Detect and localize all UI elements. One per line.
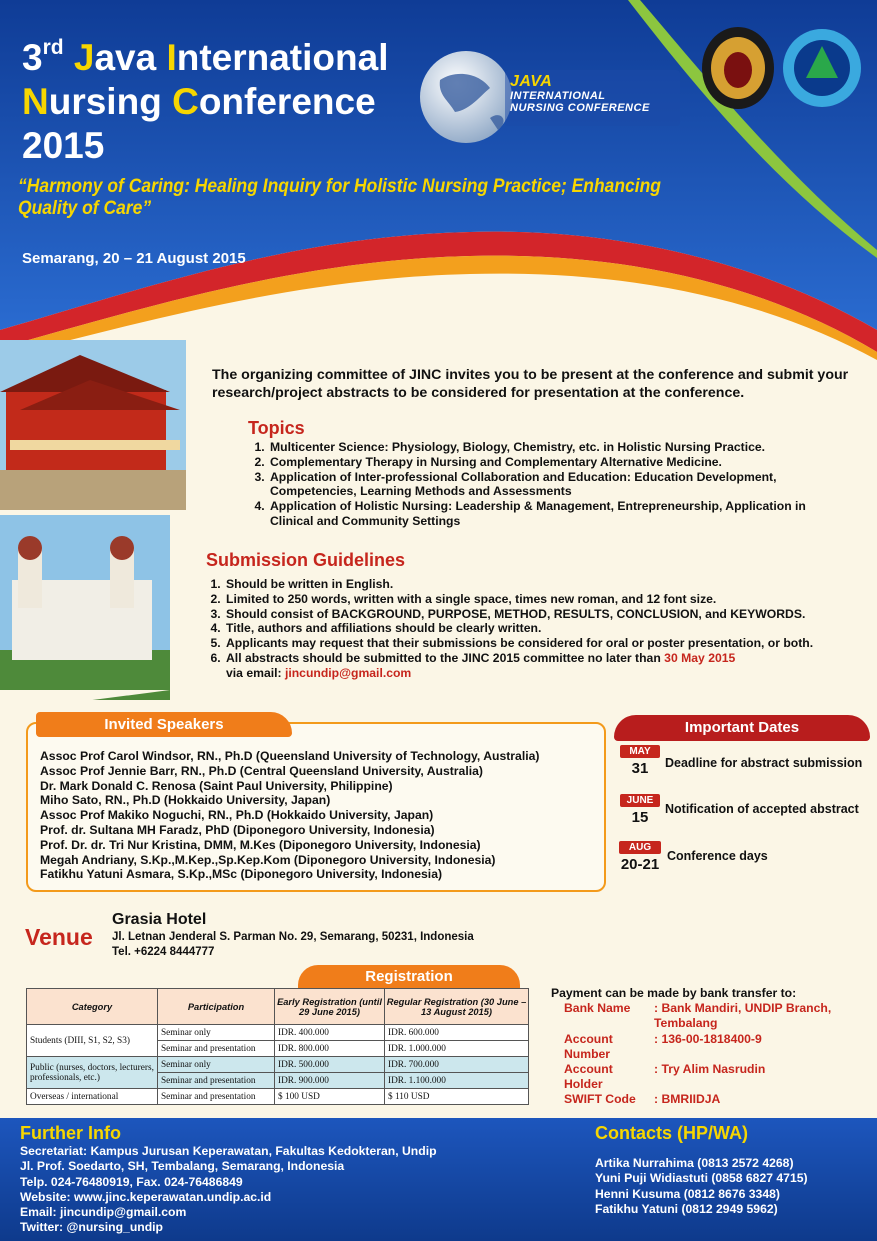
undip-seal bbox=[702, 27, 774, 109]
date-badge: MAY 31 bbox=[620, 745, 660, 780]
table-row: Students (DIII, S1, S2, S3) Seminar only IDR. 400.000 IDR. 600.000 bbox=[27, 1025, 529, 1041]
payment-info: Payment can be made by bank transfer to: Bank Name : Bank Mandiri, UNDIP Branch, Tembalang Account Number : 136-00-1818400-9 Account Holder : Try Alim Nasrudin SWIFT Code : BMRIIDJA bbox=[551, 986, 832, 1107]
further-info: Further Info Secretariat: Kampus Jurusan Keperawatan, Fakultas Kedokteran, Undip Jl. Prof. Soedarto, SH, Tembalang, Semarang, Indonesia Telp. 024-76480919, Fax. 024-76486849 Website: www.jinc.keperawatan.undip.ac.id Email: jincundip@gmail.com Twitter: @nursing_undip bbox=[20, 1123, 437, 1235]
list-item: Miho Sato, RN., Ph.D (Hokkaido University, Japan) bbox=[40, 793, 331, 808]
contacts: Contacts (HP/WA) Artika Nurrahima (0813 2572 4268) Yuni Puji Widiastuti (0858 6827 4715) Henni Kusuma (0812 8676 3348) Fatikhu Yatuni (0812 2949 5962) bbox=[595, 1123, 808, 1216]
list-item: 2. Complementary Therapy in Nursing and Complementary Alternative Medicine. bbox=[268, 455, 810, 470]
list-item: 1. Should be written in English. bbox=[224, 577, 856, 592]
list-item: Fatikhu Yatuni Asmara, S.Kp.,MSc (Diponegoro University, Indonesia) bbox=[40, 867, 443, 882]
stikes-seal bbox=[783, 29, 861, 107]
list-item: Assoc Prof Makiko Noguchi, RN., Ph.D (Hokkaido University, Japan) bbox=[40, 808, 434, 823]
email-link[interactable]: Email: jincundip@gmail.com bbox=[20, 1205, 187, 1220]
lawang-sewu-photo bbox=[0, 515, 170, 712]
list-item: 4. Application of Holistic Nursing: Leadership & Management, Entrepreneurship, Application in Clinical and Community Settings bbox=[268, 499, 810, 529]
list-item: 5. Applicants may request that their submissions be considered for oral or poster presentation, or both. bbox=[224, 636, 856, 651]
table-row: Seminar and presentation IDR. 900.000 IDR. 1.100.000 bbox=[27, 1073, 529, 1089]
date-desc: Conference days bbox=[667, 849, 768, 863]
date-badge: JUNE 15 bbox=[620, 794, 660, 829]
email-link[interactable]: jincundip@gmail.com bbox=[284, 665, 412, 680]
list-item: 2. Limited to 250 words, written with a single space, times new roman, and 12 font size. bbox=[224, 592, 856, 607]
venue-label: Venue bbox=[25, 924, 93, 950]
table-row: Seminar and presentation IDR. 800.000 IDR. 1.000.000 bbox=[27, 1041, 529, 1057]
website-link[interactable]: Website: www.jinc.keperawatan.undip.ac.id bbox=[20, 1189, 272, 1204]
deadline: 30 May 2015 bbox=[664, 650, 736, 665]
list-item: 4. Title, authors and affiliations should be clearly written. bbox=[224, 621, 856, 636]
conference-theme: “Harmony of Caring: Healing Inquiry for Holistic Nursing Practice; Enhancing Quality of Care” bbox=[18, 176, 661, 219]
temple-photo bbox=[0, 340, 186, 510]
twitter-link[interactable]: Twitter: @nursing_undip bbox=[20, 1220, 163, 1235]
list-item: Assoc Prof Jennie Barr, RN., Ph.D (Central Queensland University, Australia) bbox=[40, 763, 483, 778]
list-item: Prof. dr. Sultana MH Faradz, PhD (Diponegoro University, Indonesia) bbox=[40, 822, 435, 837]
date-badge: AUG 20-21 bbox=[620, 842, 660, 873]
topics-heading: Topics bbox=[248, 418, 305, 438]
list-item: 6. All abstracts should be submitted to the JINC 2015 committee no later than 30 May 2015 via email: jincundip@gmail.com bbox=[224, 651, 856, 681]
list-item: Megah Andriany, S.Kp.,M.Kep.,Sp.Kep.Kom (Diponegoro University, Indonesia) bbox=[40, 852, 496, 867]
registration-table: Category Participation Early Registration (until 29 June 2015) Regular Registration (30 June – 13 August 2015) Students (DIII, S1, S2, S3) Seminar only IDR. 400.000 IDR. 600.000 Seminar and presentation IDR. 800.000 IDR. 1.000.000 Public (nurses, doctors, lecturers, professionals, etc.) Seminar only IDR. 500.000 IDR. 700.000 Seminar and presentation IDR. 900.000 IDR. 1.100.000 Overseas / international Seminar and presentation $ 100 USD $ 110 USD bbox=[26, 988, 529, 1105]
important-dates-heading: Important Dates bbox=[614, 715, 870, 741]
list-item: 1. Multicenter Science: Physiology, Biology, Chemistry, etc. in Holistic Nursing Practice. bbox=[268, 440, 810, 455]
speakers-heading: Invited Speakers bbox=[36, 712, 292, 737]
intro-text: The organizing committee of JINC invites you to be present at the conference and submit your research/project abstracts to be considered for presentation at the conference. bbox=[212, 367, 849, 401]
venue-details: Grasia Hotel Jl. Letnan Jenderal S. Parman No. 29, Semarang, 50231, Indonesia Tel. +6224 8444777 bbox=[112, 911, 474, 958]
guidelines-list bbox=[206, 577, 856, 681]
registration-heading: Registration bbox=[298, 965, 520, 989]
logo-text: JAVA INTERNATIONAL NURSING CONFERENCE bbox=[510, 73, 650, 114]
date-desc: Deadline for abstract submission bbox=[665, 756, 863, 770]
table-row: Public (nurses, doctors, lecturers, professionals, etc.) Seminar only IDR. 500.000 IDR. 700.000 bbox=[27, 1057, 529, 1073]
place-date: Semarang, 20 – 21 August 2015 bbox=[22, 250, 246, 267]
table-row: Overseas / international Seminar and presentation $ 100 USD $ 110 USD bbox=[27, 1089, 529, 1105]
list-item: 3. Should consist of BACKGROUND, PURPOSE, METHOD, RESULTS, CONCLUSION, and KEYWORDS. bbox=[224, 607, 856, 622]
guidelines-heading: Submission Guidelines bbox=[206, 550, 406, 570]
list-item: 3. Application of Inter-professional Collaboration and Education: Education Development, Competencies, Learning Methods and Assessments bbox=[268, 470, 810, 500]
topics-list bbox=[250, 440, 810, 529]
list-item: Dr. Mark Donald C. Renosa (Saint Paul University, Philippine) bbox=[40, 778, 393, 793]
conference-title: 3rd Java International Nursing Conference 2015 bbox=[22, 36, 389, 166]
speakers-list bbox=[40, 749, 539, 882]
list-item: Assoc Prof Carol Windsor, RN., Ph.D (Queensland University of Technology, Australia) bbox=[40, 749, 540, 763]
date-desc: Notification of accepted abstract bbox=[665, 802, 859, 816]
list-item: Prof. Dr. dr. Tri Nur Kristina, DMM, M.Kes (Diponegoro University, Indonesia) bbox=[40, 837, 481, 852]
